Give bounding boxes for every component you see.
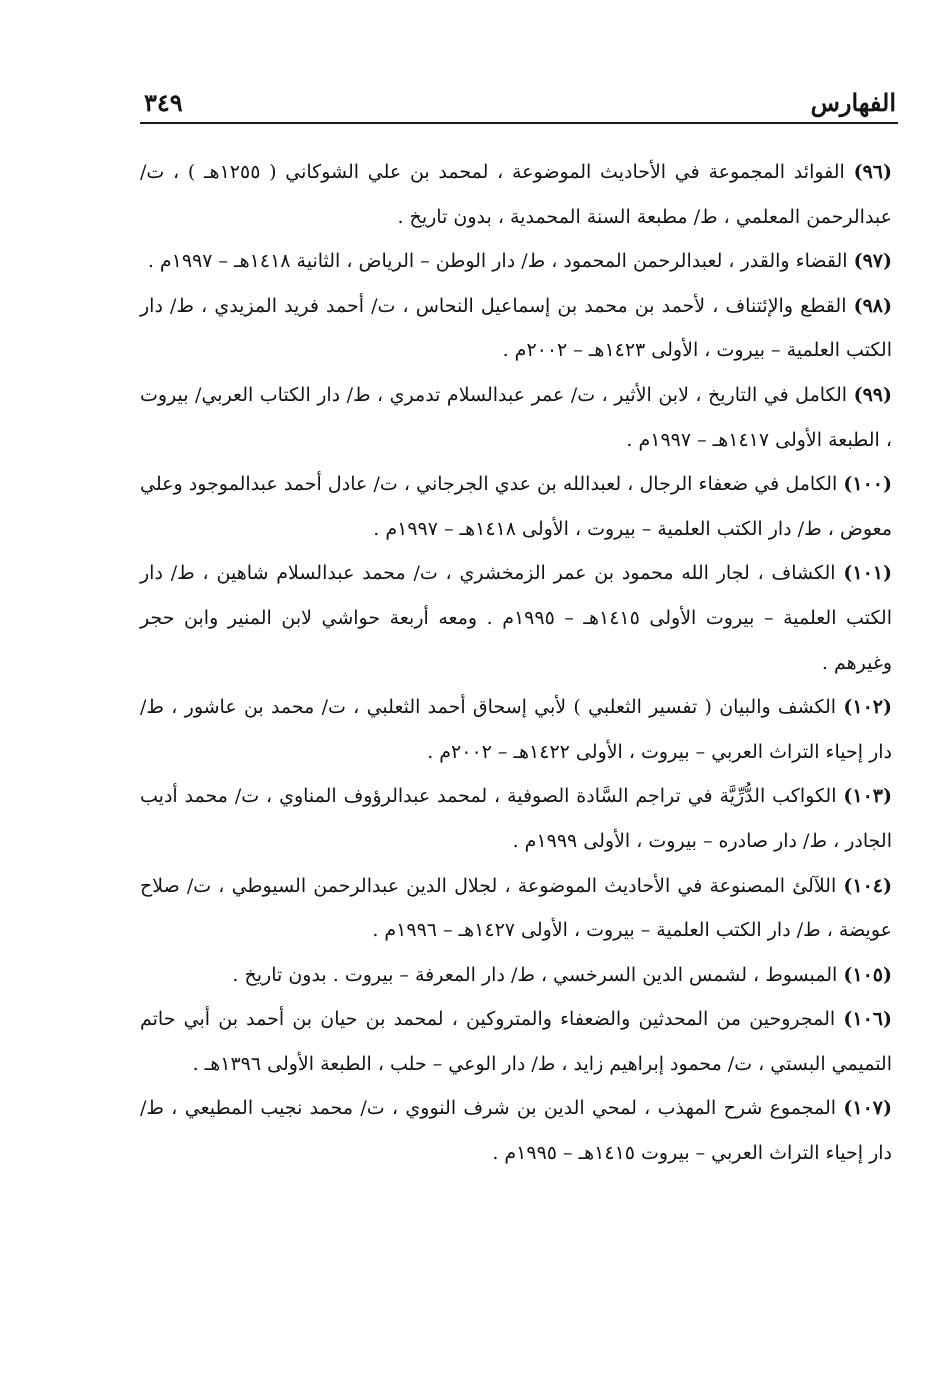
entry-number: (١٠٢) — [843, 696, 892, 719]
entry-number: (١٠٦) — [843, 1008, 892, 1031]
entry-number: (١٠٧) — [843, 1097, 892, 1120]
bibliography-entry — [140, 864, 892, 953]
bibliography-entry — [140, 284, 892, 373]
bibliography-entry — [140, 150, 892, 239]
bibliography-entry — [140, 239, 892, 284]
bibliography-entry — [140, 462, 892, 551]
bibliography-entry — [140, 774, 892, 863]
page-number: ٣٤٩ — [144, 88, 183, 117]
bibliography-list — [140, 150, 892, 1176]
section-title: الفهارس — [810, 88, 896, 117]
entry-number: (١٠٥) — [843, 963, 892, 986]
entry-text: المجروحين من المحدثين والضعفاء والمتروكين ، لمحمد بن حيان بن أحمد بن أبي حاتم التميمي البستي ، ت/ محمود إبراهيم زايد ، ط/ دار الوعي – حلب ، الطبعة الأولى ١٣٩٦هـ . — [140, 1008, 892, 1075]
entry-number: (٩٦) — [853, 161, 892, 183]
page-header — [140, 86, 898, 124]
entry-text: القضاء والقدر ، لعبدالرحمن المحمود ، ط/ دار الوطن – الرياض ، الثانية ١٤١٨هـ – ١٩٩٧م . — [147, 250, 848, 273]
entry-text: الكشف والبيان ( تفسير الثعلبي ) لأبي إسحاق أحمد الثعلبي ، ت/ محمد بن عاشور ، ط/ دار إحياء التراث العربي – بيروت ، الأولى ١٤٢٢هـ – ٢٠٠٢م . — [140, 696, 892, 763]
entry-text: الكامل في ضعفاء الرجال ، لعبدالله بن عدي الجرجاني ، ت/ عادل أحمد عبدالموجود وعلي معوض ، ط/ دار الكتب العلمية – بيروت ، الأولى ١٤١٨هـ – ١٩٩٧م . — [140, 473, 892, 540]
entry-text: الكواكب الدُّرِّيَّة في تراجم السَّادة الصوفية ، لمحمد عبدالرؤوف المناوي ، ت/ محمد أديب الجادر ، ط/ دار صادره – بيروت ، الأولى ١٩٩٩م . — [140, 785, 892, 852]
entry-number: (١٠١) — [843, 562, 892, 585]
entry-number: (٩٨) — [853, 294, 892, 317]
entry-number: (١٠٠) — [843, 473, 892, 496]
entry-text: الفوائد المجموعة في الأحاديث الموضوعة ، لمحمد بن علي الشوكاني ( ١٢٥٥هـ ) ، ت/ عبدالرحمن المعلمي ، ط/ مطبعة السنة المحمدية ، بدون تاريخ . — [140, 161, 892, 228]
bibliography-entry — [140, 953, 892, 998]
bibliography-entry — [140, 373, 892, 462]
entry-text: الكشاف ، لجار الله محمود بن عمر الزمخشري ، ت/ محمد عبدالسلام شاهين ، ط/ دار الكتب العلمية – بيروت الأولى ١٤١٥هـ – ١٩٩٥م . ومعه أربعة حواشي لابن المنير وابن حجر وغيرهم . — [140, 562, 893, 674]
entry-text: القطع والإئتناف ، لأحمد بن محمد بن إسماعيل النحاس ، ت/ أحمد فريد المزيدي ، ط/ دار الكتب العلمية – بيروت ، الأولى ١٤٢٣هـ – ٢٠٠٢م . — [140, 294, 892, 362]
entry-text: اللآلئ المصنوعة في الأحاديث الموضوعة ، لجلال الدين عبدالرحمن السيوطي ، ت/ صلاح عويضة ، ط/ دار الكتب العلمية – بيروت ، الأولى ١٤٢٧هـ – ١٩٩٦م . — [140, 874, 892, 942]
bibliography-entry — [140, 1086, 892, 1175]
entry-number: (٩٧) — [853, 250, 892, 273]
entry-text: المجموع شرح المهذب ، لمحي الدين بن شرف النووي ، ت/ محمد نجيب المطيعي ، ط/ دار إحياء التراث العربي – بيروت ١٤١٥هـ – ١٩٩٥م . — [140, 1097, 892, 1165]
bibliography-entry — [140, 551, 892, 685]
bibliography-entry — [140, 997, 892, 1086]
entry-text: المبسوط ، لشمس الدين السرخسي ، ط/ دار المعرفة – بيروت . بدون تاريخ . — [232, 963, 838, 986]
entry-number: (١٠٤) — [843, 874, 892, 897]
bibliography-entry — [140, 685, 892, 774]
entry-number: (١٠٣) — [843, 785, 893, 808]
entry-text: الكامل في التاريخ ، لابن الأثير ، ت/ عمر عبدالسلام تدمري ، ط/ دار الكتاب العربي/ بيروت ، الطبعة الأولى ١٤١٧هـ – ١٩٩٧م . — [140, 383, 892, 451]
entry-number: (٩٩) — [853, 383, 892, 406]
